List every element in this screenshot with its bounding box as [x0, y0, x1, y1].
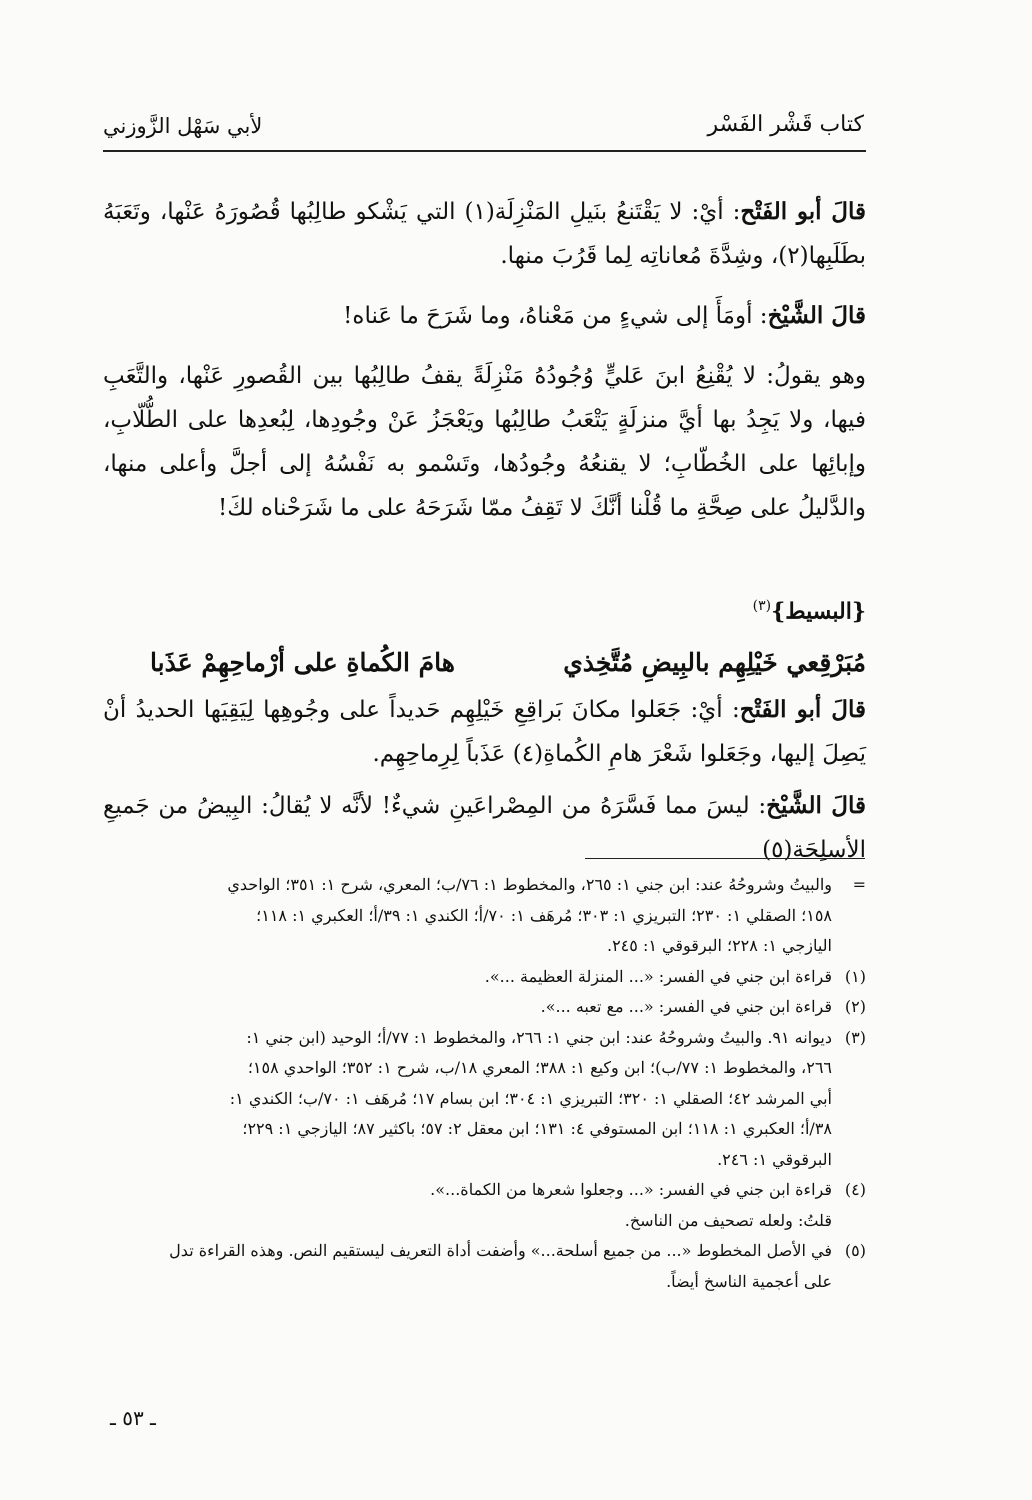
- paragraph-commentary: وهو يقولُ: لا يُقْنِعُ ابنَ عَليٍّ وُجُودُهُ مَنْزِلَةً يقفُ طالِبُها بين القُصورِ عَنْها، والتَّعَبِ فيها، ولا يَجِدُ بها أيَّ منزلَةٍ يَتْعَبُ طالِبُها ويَعْجَزُ عَنْ وجُودِها، لِبُعدِها على الطُّلّابِ، وإبائِها على الخُطّابِ؛ لا يقنعُهُ وجُودُها، وتَسْمو به نَفْسُهُ إلى أجلَّ وأعلى منها، والدَّليلُ على صِحَّةِ ما قُلْنا أنَّكَ لا تَقِفُ ممّا شَرَحَهُ على ما شَرَحْناه لكَ!: [103, 363, 866, 521]
- running-header-author: لأبي سَهْل الزَّوزني: [103, 114, 263, 138]
- footnote-continuation: [103, 870, 866, 962]
- footnote-3: [103, 1023, 866, 1176]
- speaker-label: قالَ أبو الفَتْح: [739, 696, 866, 723]
- speaker-label: قالَ الشَّيْخ: [766, 792, 866, 819]
- footnote-number: (٤): [844, 1180, 866, 1199]
- footnote-number: (٣): [844, 1027, 866, 1047]
- footnote-line: قراءة ابن جني في الفسر: «... وجعلوا شعرها من الكماة...».: [430, 1180, 832, 1199]
- footnote-line: على أعجمية الناسخ أيضاً.: [666, 1271, 832, 1291]
- meter-name: {البسيط}: [771, 598, 866, 625]
- footnote-1: [103, 962, 866, 993]
- poetry-verse: [150, 648, 866, 688]
- header-rule: [103, 150, 866, 152]
- footnote-line: ديوانه ٩١. والبيتُ وشروحُهُ عند: ابن جني ١: ٢٦٦، والمخطوط ١: ٧٧/أ؛ الوحيد (ابن جني ١:: [246, 1027, 832, 1047]
- footnote-text: [103, 1236, 832, 1297]
- footnote-text: [103, 870, 832, 962]
- paragraph-abu-al-fath-1: [103, 190, 866, 278]
- footnote-number: (٢): [844, 997, 866, 1016]
- footnotes: [103, 870, 866, 1297]
- speaker-label: قالَ أبو الفَتْح: [740, 198, 866, 225]
- footnote-text: [103, 992, 832, 1023]
- footnote-line: في الأصل المخطوط «... من جميع أسلحة...» وأضفت أداة التعريف ليستقيم النص. وهذه القراءة تدل: [169, 1241, 832, 1260]
- footnote-text: [103, 962, 832, 993]
- footnote-line: قراءة ابن جني في الفسر: «... المنزلة العظيمة ...».: [484, 966, 832, 986]
- meter-footnote-ref: (٣): [752, 598, 772, 614]
- paragraph-text: : ليسَ مما فَسَّرَهُ من المِصْراعَينِ شيءٌ! لأنَّه لا يُقالُ: البِيضُ من جَميعِ الأسلِحَة(٥): [103, 793, 866, 863]
- footnote-line: ٣٨/أ؛ العكبري ١: ١١٨؛ ابن المستوفي ٤: ١٣١؛ ابن معقل ٢: ٥٧؛ باكثير ٨٧؛ اليازجي ١: ٢٢٩؛: [242, 1119, 832, 1138]
- meter-label: [753, 598, 866, 624]
- page-number: ـ ٥٣ ـ: [110, 1406, 156, 1430]
- footnote-2: [103, 992, 866, 1023]
- footnote-number: (٥): [844, 1241, 866, 1260]
- footnote-5: [103, 1236, 866, 1297]
- footnote-text: [103, 1175, 832, 1236]
- paragraph-text: : أيْ: لا يَقْتَنعُ بنَيلِ المَنْزِلَة(١) التي يَشْكو طالِبُها قُصُورَهُ عَنْها، وتَعَبَهُ بطَلَبِها(٢)، وشِدَّةَ مُعاناتِه لِما قَرُبَ منها.: [103, 199, 866, 269]
- footnote-line: أبي المرشد ٤٢؛ الصقلي ١: ٣٢٠؛ التبريزي ١: ٣٠٤؛ ابن بسام ١٧؛ مُرهَف ١: ٧٠/ب؛ الكندي ١:: [229, 1088, 832, 1108]
- footnote-4: [103, 1175, 866, 1236]
- footnote-line: قراءة ابن جني في الفسر: «... مع تعبه ...».: [540, 997, 832, 1016]
- verse-hemistich-first: مُبَرْقِعي خَيْلِهِم بالبِيضِ مُتَّخِذي: [563, 648, 866, 677]
- footnote-line: والبيتُ وشروحُهُ عند: ابن جني ١: ٢٦٥، والمخطوط ١: ٧٦/ب؛ المعري، شرح ١: ٣٥١؛ الواحدي: [227, 875, 832, 894]
- footnote-rule: [585, 858, 865, 859]
- footnote-text: [103, 1023, 832, 1176]
- running-header-book-title: كتاب قَشْر الفَسْر: [707, 112, 864, 137]
- footnote-line: قلتُ: ولعله تصحيف من الناسخ.: [624, 1210, 832, 1230]
- footnote-line: البرقوقي ١: ٢٤٦.: [717, 1149, 832, 1169]
- paragraph-text: : أومَأَ إلى شيءٍ من مَعْناهُ، وما شَرَحَ ما عَناه!: [343, 303, 768, 329]
- paragraph-al-shaykh-1: [103, 294, 866, 338]
- footnote-line: ١٥٨؛ الصقلي ١: ٢٣٠؛ التبريزي ١: ٣٠٣؛ مُرهَف ١: ٧٠/أ؛ الكندي ١: ٣٩/أ؛ العكبري ١: ١١٨؛: [256, 905, 832, 925]
- footnote-line: اليازجي ١: ٢٢٨؛ البرقوقي ١: ٢٤٥.: [606, 936, 832, 955]
- footnote-number: (١): [844, 966, 866, 986]
- verse-hemistich-second: هامَ الكُماةِ على أرْماحِهِمْ عَذَبا: [150, 648, 455, 677]
- footnote-number: =: [852, 875, 866, 894]
- paragraph-text: : أيْ: جَعَلوا مكانَ بَراقِعِ خَيْلِهِم حَديداً على وجُوهِها لِيَقِيَها الحديدُ أنْ يَصِلَ إليها، وجَعَلوا شَعْرَ هامِ الكُماةِ(٤) عَذَباً لِرِماحِهِم.: [103, 697, 866, 767]
- main-text-block-2: [103, 688, 866, 880]
- main-text-block-1: [103, 190, 866, 546]
- paragraph-abu-al-fath-2: [103, 688, 866, 776]
- footnote-line: ٢٦٦، والمخطوط ١: ٧٧/ب)؛ ابن وكيع ١: ٣٨٨؛ المعري ١٨/ب، شرح ١: ٣٥٢؛ الواحدي ١٥٨؛: [247, 1058, 832, 1077]
- speaker-label: قالَ الشَّيْخ: [767, 302, 866, 329]
